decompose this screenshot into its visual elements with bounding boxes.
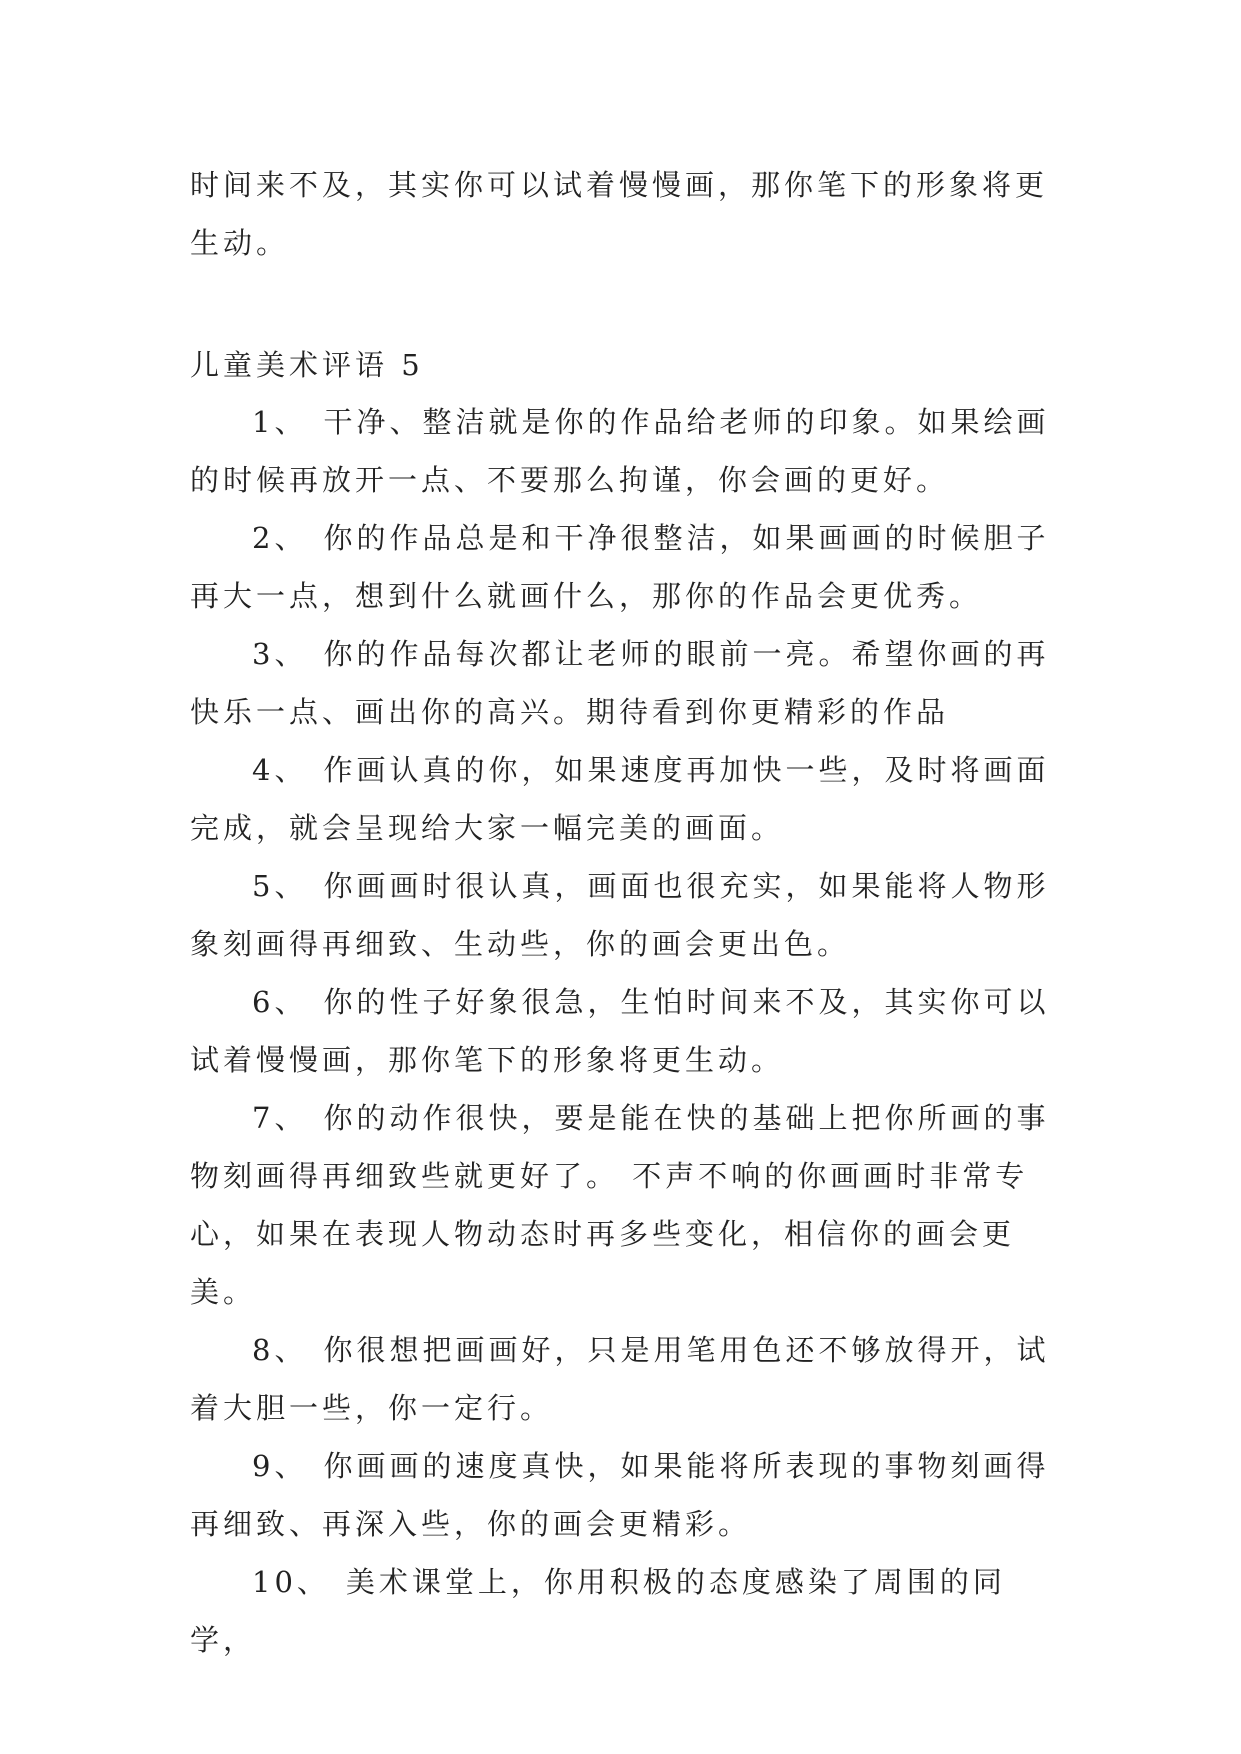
- item-number: 7、: [252, 1101, 308, 1135]
- item-number: 5、: [252, 869, 308, 903]
- item-number: 4、: [252, 753, 308, 787]
- item-number: 2、: [252, 521, 308, 555]
- item-text: 你画画时很认真，画面也很充实，如果能将人物形象刻画得再细致、生动些，你的画会更出色。: [190, 869, 1050, 961]
- item-text: 你的作品每次都让老师的眼前一亮。希望你画的再快乐一点、画出你的高兴。期待看到你更精彩的作品: [190, 637, 1050, 729]
- list-item: [190, 1553, 1055, 1669]
- list-item: [190, 509, 1055, 625]
- item-number: 6、: [252, 985, 308, 1019]
- continuation-paragraph: 时间来不及，其实你可以试着慢慢画，那你笔下的形象将更生动。: [190, 168, 1049, 260]
- item-text: 你的性子好象很急，生怕时间来不及，其实你可以试着慢慢画，那你笔下的形象将更生动。: [190, 985, 1050, 1077]
- item-text: 你的作品总是和干净很整洁，如果画画的时候胆子再大一点，想到什么就画什么，那你的作品会更优秀。: [190, 521, 1050, 613]
- list-item: [190, 625, 1055, 741]
- item-number: 1、: [252, 405, 308, 439]
- item-text: 干净、整洁就是你的作品给老师的印象。如果绘画的时候再放开一点、不要那么拘谨，你会画的更好。: [190, 405, 1050, 497]
- list-item: [190, 393, 1055, 509]
- list-item: [190, 973, 1055, 1089]
- item-text: 你很想把画画好，只是用笔用色还不够放得开，试着大胆一些，你一定行。: [190, 1333, 1050, 1425]
- item-number: 8、: [252, 1333, 308, 1367]
- item-text: 美术课堂上，你用积极的态度感染了周围的同学，: [190, 1565, 1006, 1657]
- item-number: 3、: [252, 637, 308, 671]
- comment-list: [190, 393, 1055, 1669]
- item-text: 你画画的速度真快，如果能将所表现的事物刻画得再细致、再深入些，你的画会更精彩。: [190, 1449, 1050, 1541]
- list-item: [190, 857, 1055, 973]
- item-number: 10、: [252, 1565, 330, 1599]
- section-heading: 儿童美术评语 5: [190, 348, 424, 382]
- item-text: 你的动作很快，要是能在快的基础上把你所画的事物刻画得再细致些就更好了。 不声不响的你画画时非常专心，如果在表现人物动态时再多些变化，相信你的画会更美。: [190, 1101, 1050, 1309]
- list-item: [190, 1089, 1055, 1321]
- list-item: [190, 1321, 1055, 1437]
- list-item: [190, 741, 1055, 857]
- item-text: 作画认真的你，如果速度再加快一些，及时将画面完成，就会呈现给大家一幅完美的画面。: [190, 753, 1050, 845]
- item-number: 9、: [252, 1449, 308, 1483]
- list-item: [190, 1437, 1055, 1553]
